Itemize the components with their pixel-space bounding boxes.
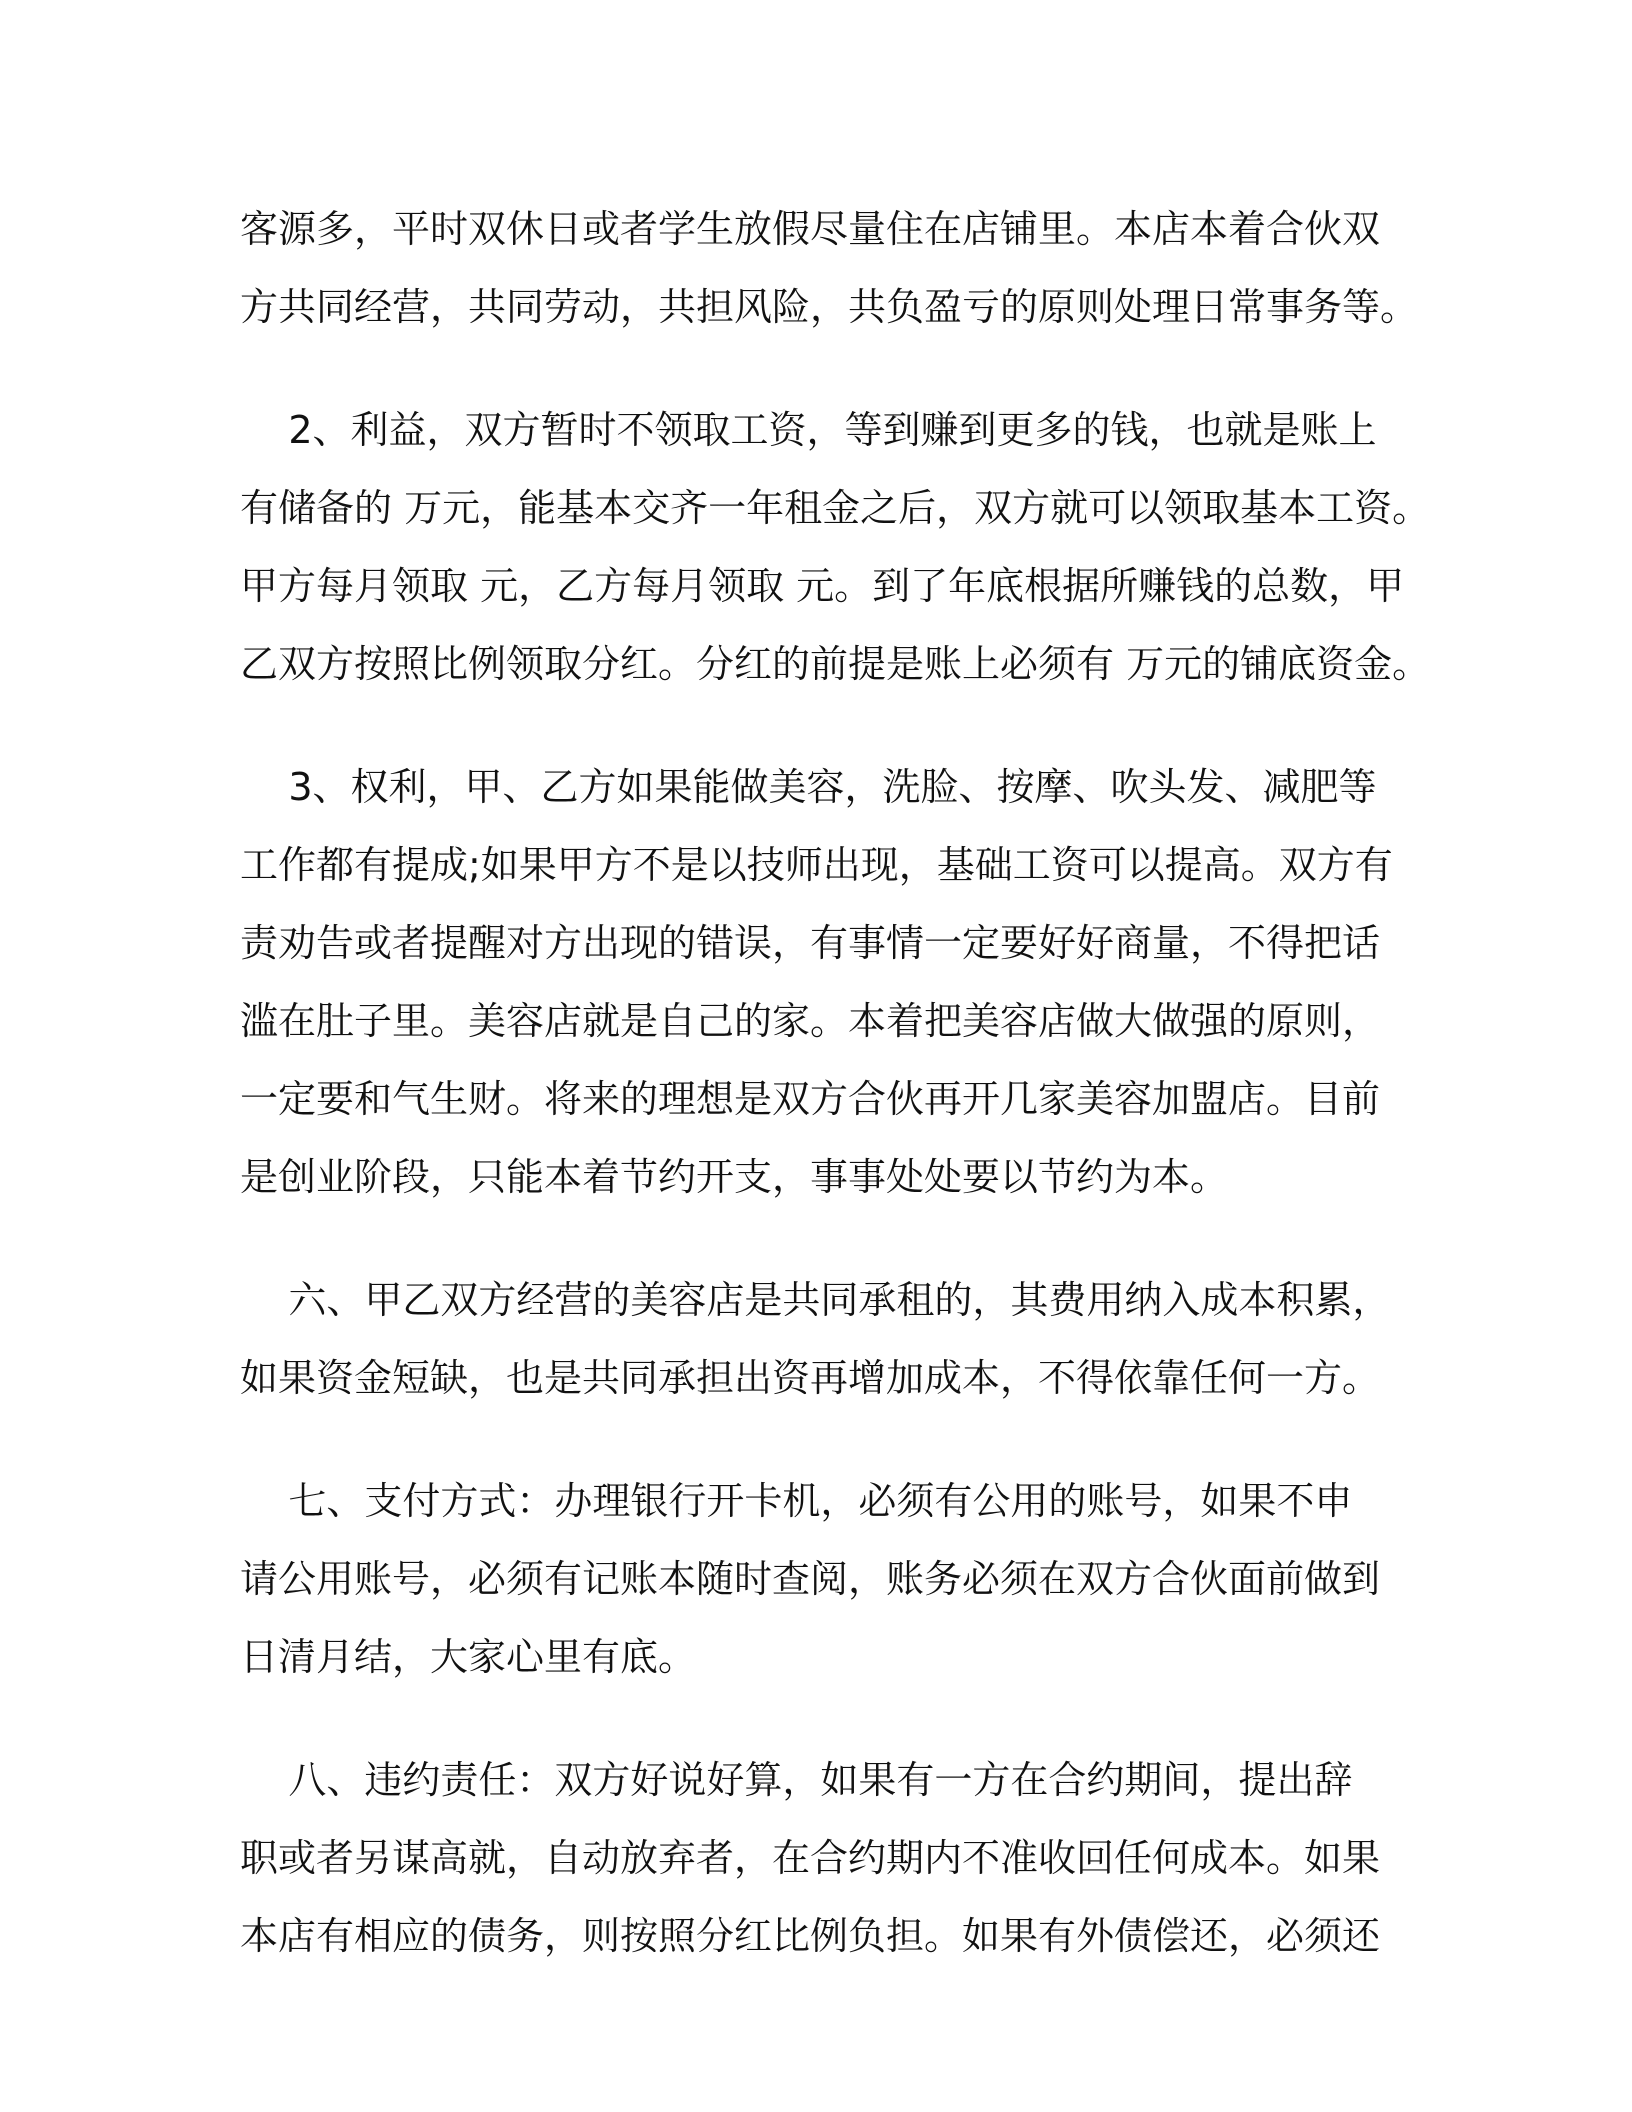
text-line: 日清月结，大家心里有底。 [240, 1635, 697, 1679]
text-line: 方共同经营，共同劳动，共担风险，共负盈亏的原则处理日常事务等。 [240, 285, 1419, 329]
paragraph-rights [240, 748, 1393, 1216]
text-line: 如果资金短缺，也是共同承担出资再增加成本，不得依靠任何一方。 [240, 1356, 1381, 1400]
text-line: 七、支付方式：办理银行开卡机，必须有公用的账号，如果不申 [240, 1479, 1353, 1523]
paragraph-interests [240, 391, 1431, 703]
text-line: 责劝告或者提醒对方出现的错误，有事情一定要好好商量，不得把话 [240, 921, 1381, 965]
text-line: 3、权利，甲、乙方如果能做美容，洗脸、按摩、吹头发、减肥等 [240, 765, 1377, 809]
text-line: 2、利益，双方暂时不领取工资，等到赚到更多的钱，也就是账上 [240, 408, 1377, 452]
text-line: 是创业阶段，只能本着节约开支，事事处处要以节约为本。 [240, 1155, 1229, 1199]
text-line: 一定要和气生财。将来的理想是双方合伙再开几家美容加盟店。目前 [240, 1077, 1381, 1121]
paragraph-section-8 [240, 1741, 1390, 1975]
text-line: 有储备的 万元，能基本交齐一年租金之后，双方就可以领取基本工资。 [240, 486, 1431, 530]
paragraph-intro-continuation [240, 190, 1419, 346]
text-line: 甲方每月领取 元，乙方每月领取 元。到了年底根据所赚钱的总数，甲 [240, 564, 1405, 608]
text-line: 六、甲乙双方经营的美容店是共同承租的，其费用纳入成本积累， [240, 1278, 1391, 1322]
document-body [240, 190, 1431, 2020]
paragraph-section-7 [240, 1462, 1390, 1696]
text-line: 滥在肚子里。美容店就是自己的家。本着把美容店做大做强的原则， [240, 999, 1381, 1043]
text-line: 八、违约责任：双方好说好算，如果有一方在合约期间，提出辞 [240, 1758, 1353, 1802]
paragraph-section-6 [240, 1261, 1390, 1417]
text-line: 工作都有提成;如果甲方不是以技师出现，基础工资可以提高。双方有 [240, 843, 1393, 887]
text-line: 职或者另谋高就，自动放弃者，在合约期内不准收回任何成本。如果 [240, 1836, 1381, 1880]
text-line: 客源多，平时双休日或者学生放假尽量住在店铺里。本店本着合伙双 [240, 207, 1381, 251]
text-line: 本店有相应的债务，则按照分红比例负担。如果有外债偿还，必须还 [240, 1914, 1381, 1958]
text-line: 乙双方按照比例领取分红。分红的前提是账上必须有 万元的铺底资金。 [240, 642, 1431, 686]
text-line: 请公用账号，必须有记账本随时查阅，账务必须在双方合伙面前做到 [240, 1557, 1381, 1601]
